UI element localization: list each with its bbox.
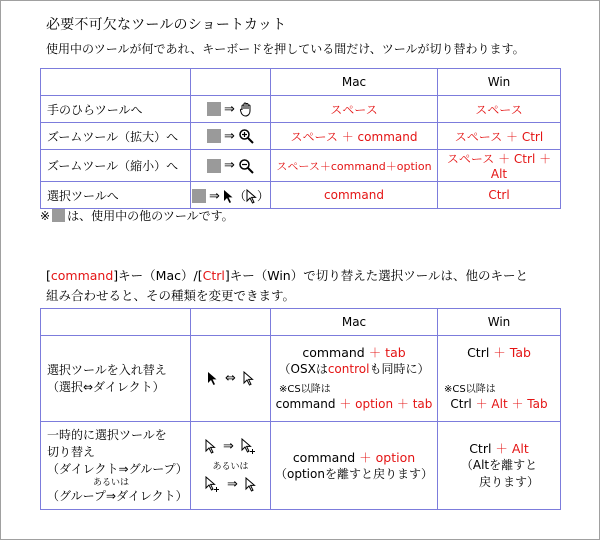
direct-selection-arrow-icon [205,439,216,454]
win-shortcut: スペース ＋ Ctrl ＋ Alt [438,150,561,182]
header-win: Win [438,69,561,96]
table-row [41,336,561,422]
intro-line1 [46,266,528,286]
sub-text: も同時に） [369,362,430,376]
key-command: command [292,449,356,465]
header-cell [41,69,191,96]
key-command: command [275,397,336,411]
win-main [438,344,560,361]
swap-arrow-icon: ⇔ [225,371,236,386]
row-label [41,422,191,510]
table-header-row [41,309,561,336]
label-line: 選択ツールを入れ替え [47,362,167,377]
direct-selection-arrow-icon [243,371,254,386]
header-cell [41,309,191,336]
key-alt-tab: ＋ Alt ＋ Tab [471,397,548,411]
current-tool-swatch [52,209,65,222]
key-control: control [327,362,370,376]
icon-cell [191,150,271,182]
label-line: （グループ⇒ダイレクト） [47,488,188,503]
table-row [41,150,561,182]
key-ctrl: Ctrl [467,345,490,360]
mac-shortcut: スペース [271,96,438,123]
ctrl-key: Ctrl [202,268,225,283]
intro-line2: 組み合わせると、その種類を変更できます。 [46,288,296,303]
key-command: command [302,345,365,360]
win-shortcut [438,336,561,422]
header-win: Win [438,309,561,336]
group-selection-arrow-icon [205,476,220,493]
selection-arrow-icon [207,371,218,386]
intro-win: キー（Win）で切り替えた選択ツールは、他のキーと [229,268,528,283]
table-row [41,96,561,123]
direct-selection-arrow-icon [246,189,257,204]
row-label: ズームツール（拡大）へ [41,123,191,150]
note-text: は、使用中の他のツールです。 [67,209,234,223]
win-shortcut: スペース ＋ Ctrl [438,123,561,150]
current-tool-swatch [207,102,221,116]
arrow-right-icon: ⇒ [224,128,235,144]
table-row [41,422,561,510]
row-label [41,336,191,422]
group-selection-arrow-icon [241,438,256,455]
row-label: ズームツール（縮小）へ [41,150,191,182]
header-mac: Mac [271,69,438,96]
mac-main [271,449,437,466]
bracket: [ [197,268,203,283]
row-label: 手のひらツールへ [41,96,191,123]
paren-open: （ [233,188,246,203]
icon-cell [191,422,271,510]
table-header-row [41,69,561,96]
current-tool-swatch [192,189,206,203]
table-row [41,123,561,150]
label-line: 切り替え [47,444,96,459]
intro-text [46,266,528,306]
current-tool-swatch [207,159,221,173]
icon-cell [191,182,271,209]
key-ctrl: Ctrl [450,397,472,411]
key-tab: ＋ tab [364,345,406,360]
selection-tool-table [40,308,561,510]
row-label: 選択ツールへ [41,182,191,209]
zoom-in-icon [238,128,254,144]
mac-cs-note: ※CS以降は [279,384,331,395]
mac-sub: （optionを離すと戻ります） [275,466,433,481]
command-key: command [50,268,114,283]
page-subtitle: 使用中のツールが何であれ、キーボードを押している間だけ、ツールが切り替わります。 [46,42,525,56]
win-sub: （Altを離すと [460,458,538,472]
key-option: ＋ option [355,449,416,465]
label-line: （ダイレクト⇒グループ） [47,461,188,476]
key-tab: ＋ Tab [489,345,531,360]
mac-main [271,344,437,361]
note-prefix: ※ [40,208,51,223]
win-shortcut: スペース [438,96,561,123]
key-ctrl: Ctrl [469,441,492,456]
icon-cell [191,123,271,150]
mac-shortcut: スペース ＋ command [271,123,438,150]
mac-shortcut [271,422,438,510]
header-cell [191,309,271,336]
header-cell [191,69,271,96]
icon-row [191,438,270,455]
intro-mac: キー（Mac）/ [118,268,198,283]
mac-cs [271,396,437,413]
mac-shortcut: command [271,182,438,209]
arrow-right-icon: ⇒ [209,188,220,204]
arrow-right-icon: ⇒ [227,477,238,492]
hand-icon [238,101,254,117]
mac-sub [271,361,437,378]
bracket: ] [113,268,119,283]
footnote [40,207,234,224]
page-title: 必要不可欠なツールのショートカット [46,17,287,33]
zoom-out-icon [238,158,254,174]
icon-cell [191,96,271,123]
win-sub: 戻ります） [478,475,539,489]
shortcut-table [40,68,561,209]
label-line: 一時的に選択ツールを [47,427,167,442]
win-shortcut [438,422,561,510]
win-shortcut: Ctrl [438,182,561,209]
paren-close: ） [256,188,269,203]
arrow-right-icon: ⇒ [224,158,235,173]
icon-row [191,371,270,386]
icon-cell [191,336,271,422]
key-alt: ＋ Alt [491,441,529,456]
mac-shortcut [271,336,438,422]
direct-selection-arrow-icon [245,477,256,492]
bracket: [ [46,268,51,283]
win-cs [438,396,560,413]
arrow-right-icon: ⇒ [224,101,235,117]
bracket: ] [224,268,230,283]
selection-arrow-icon [223,189,234,204]
icon-row [191,476,270,493]
win-cs-note: ※CS以降は [444,384,496,395]
sub-text: （OSXは [278,362,328,376]
key-option-tab: ＋ option ＋ tab [335,397,433,411]
header-mac: Mac [271,309,438,336]
table-row [41,182,561,209]
current-tool-swatch [207,129,221,143]
label-line: （選択⇔ダイレクト） [47,379,165,394]
label-or: あるいは [93,477,130,488]
win-main [438,440,560,457]
icon-or: あるいは [212,462,249,472]
mac-shortcut: スペース＋command＋option [271,150,438,182]
arrow-right-icon: ⇒ [223,439,234,454]
